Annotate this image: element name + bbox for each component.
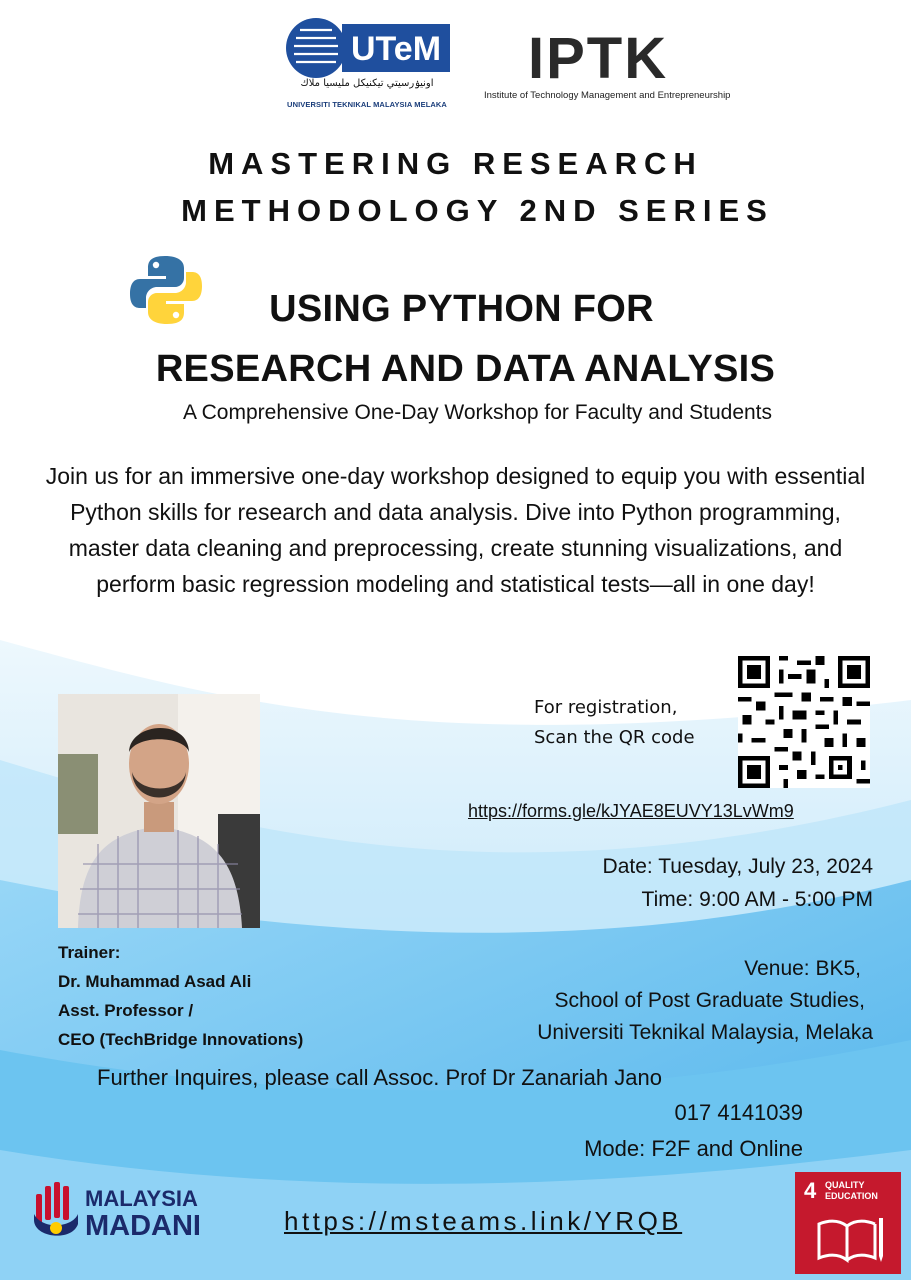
registration-text-line1: For registration, xyxy=(534,697,678,718)
trainer-organization: CEO (TechBridge Innovations) xyxy=(58,1030,304,1049)
main-title-line2: RESEARCH AND DATA ANALYSIS xyxy=(155,348,776,390)
iptk-logo: IPTK xyxy=(528,26,669,91)
registration-link[interactable]: https://forms.gle/kJYAE8EUVY13LvWm9 xyxy=(468,801,794,821)
main-title-line1: USING PYTHON FOR xyxy=(269,288,654,330)
madani-wordmark-line2: MADANI xyxy=(85,1210,201,1242)
utem-logo xyxy=(282,16,452,112)
registration-qr-code[interactable] xyxy=(738,656,870,788)
series-title-line1: MASTERING RESEARCH xyxy=(208,146,703,181)
workshop-description: Join us for an immersive one-day workshop designed to equip you with essential Python skills for research and data analysis. Dive into Python programming, master data cleaning and preprocessing, create stunning visualizations, and perform basic regression modeling and statistical tests—all in one day! xyxy=(45,463,866,597)
trainer-label: Trainer: xyxy=(58,943,121,962)
msteams-link[interactable]: https://msteams.link/YRQB xyxy=(284,1206,683,1236)
trainer-name: Dr. Muhammad Asad Ali xyxy=(58,972,252,991)
inquiry-text: Further Inquires, please call Assoc. Prof Dr Zanariah Jano xyxy=(97,1065,662,1090)
event-date: Date: Tuesday, July 23, 2024 xyxy=(602,855,873,878)
inquiry-phone: 017 4141039 xyxy=(674,1100,803,1125)
utem-arabic-name: اونيۏرسيتي تيكنيكل مليسيا ملاك xyxy=(300,78,434,89)
madani-wordmark-line1: MALAYSIA xyxy=(85,1186,198,1211)
event-mode: Mode: F2F and Online xyxy=(584,1136,803,1161)
utem-full-name: UNIVERSITI TEKNIKAL MALAYSIA MELAKA xyxy=(287,100,447,109)
series-title-line2: METHODOLOGY 2ND SERIES xyxy=(181,193,774,228)
event-time: Time: 9:00 AM - 5:00 PM xyxy=(641,888,873,911)
iptk-full-name: Institute of Technology Management and Entrepreneurship xyxy=(484,90,731,101)
open-book-pencil-icon xyxy=(815,1212,885,1264)
venue-line2: School of Post Graduate Studies, xyxy=(554,989,865,1012)
sdg-label: QUALITY EDUCATION xyxy=(825,1180,878,1201)
trainer-photo xyxy=(58,694,260,928)
sdg-number: 4 xyxy=(804,1178,817,1203)
workshop-subtitle: A Comprehensive One-Day Workshop for Faculty and Students xyxy=(182,401,773,424)
registration-text-line2: Scan the QR code xyxy=(534,727,695,748)
utem-wordmark: UTeM xyxy=(350,30,442,68)
venue-line3: Universiti Teknikal Malaysia, Melaka xyxy=(537,1021,873,1044)
venue-line1: Venue: BK5, xyxy=(744,957,861,980)
trainer-role: Asst. Professor / xyxy=(58,1001,194,1020)
